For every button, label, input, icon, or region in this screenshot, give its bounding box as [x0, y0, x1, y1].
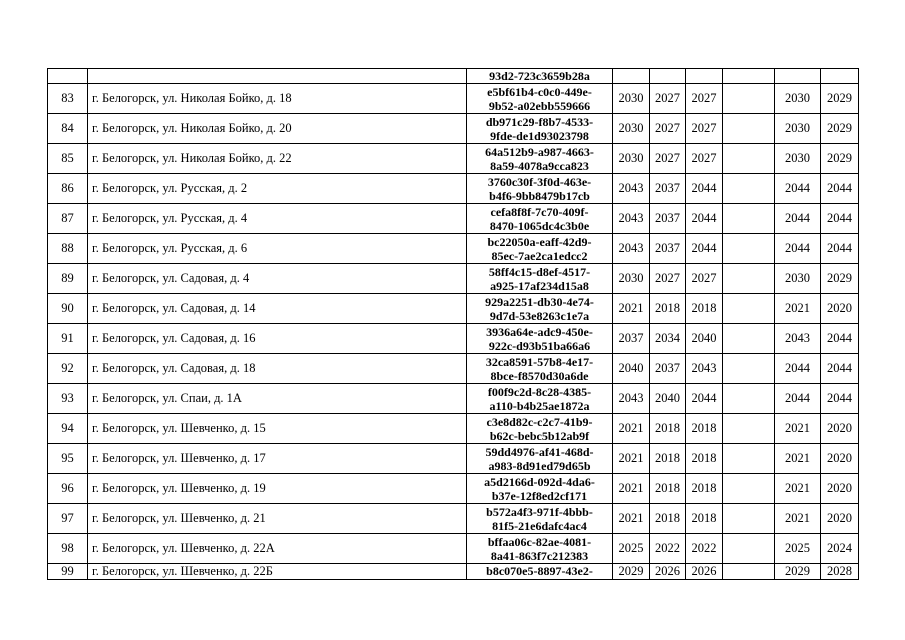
year-cell: [723, 534, 775, 564]
guid-line: c3e8d82c-c2c7-41b9-: [486, 414, 593, 429]
year-cell: 2018: [650, 504, 686, 534]
year-cell: 2028: [821, 564, 859, 580]
address-cell: г. Белогорск, ул. Садовая, д. 14: [88, 294, 467, 324]
table-row: [48, 414, 859, 444]
year-cell: 2030: [613, 84, 650, 114]
table-row: [48, 144, 859, 174]
year-cell: 2029: [821, 264, 859, 294]
guid-line: 9d7d-53e8263c1e7a: [489, 308, 590, 323]
address-cell: г. Белогорск, ул. Садовая, д. 4: [88, 264, 467, 294]
table-row: [48, 474, 859, 504]
guid-line: 9b52-a02ebb559666: [488, 98, 591, 113]
row-number-cell: 97: [48, 504, 88, 534]
table-body: [48, 69, 859, 580]
year-cell: [775, 69, 821, 84]
guid-line: bc22050a-eaff-42d9-: [487, 234, 592, 249]
address-cell: г. Белогорск, ул. Русская, д. 6: [88, 234, 467, 264]
table-row: [48, 294, 859, 324]
row-number-cell: 89: [48, 264, 88, 294]
year-cell: [723, 144, 775, 174]
housing-table: [47, 68, 859, 580]
year-cell: 2037: [650, 354, 686, 384]
year-cell: [723, 444, 775, 474]
row-number-cell: 88: [48, 234, 88, 264]
guid-line: cefa8f8f-7c70-409f-: [490, 204, 589, 219]
year-cell: 2018: [650, 474, 686, 504]
guid-line: bffaa06c-82ae-4081-: [487, 534, 592, 549]
year-cell: 2021: [775, 414, 821, 444]
year-cell: 2044: [775, 204, 821, 234]
year-cell: 2021: [775, 444, 821, 474]
year-cell: 2020: [821, 444, 859, 474]
row-number-cell: 91: [48, 324, 88, 354]
year-cell: 2018: [650, 414, 686, 444]
guid-line: db971c29-f8b7-4533-: [485, 114, 594, 129]
year-cell: [723, 174, 775, 204]
guid-cell: [467, 144, 613, 174]
guid-line: 929a2251-db30-4e74-: [485, 294, 594, 309]
row-number-cell: 84: [48, 114, 88, 144]
guid-cell: [467, 114, 613, 144]
address-cell: г. Белогорск, ул. Шевченко, д. 21: [88, 504, 467, 534]
year-cell: [723, 324, 775, 354]
year-cell: 2037: [650, 174, 686, 204]
year-cell: 2021: [775, 474, 821, 504]
year-cell: [650, 69, 686, 84]
year-cell: 2018: [686, 474, 723, 504]
year-cell: 2043: [613, 204, 650, 234]
guid-line: 64a512b9-a987-4663-: [485, 144, 594, 159]
address-cell: г. Белогорск, ул. Садовая, д. 18: [88, 354, 467, 384]
guid-line: 32ca8591-57b8-4e17-: [485, 354, 594, 369]
row-number-cell: 99: [48, 564, 88, 580]
year-cell: 2021: [775, 294, 821, 324]
table-row-continued: [48, 69, 859, 84]
guid-line: 922c-d93b51ba66a6: [488, 338, 591, 353]
year-cell: 2040: [686, 324, 723, 354]
table-row: [48, 354, 859, 384]
year-cell: 2029: [821, 114, 859, 144]
guid-line: e5bf61b4-c0c0-449e-: [487, 84, 592, 99]
guid-line: b8c070e5-8897-43e2-: [486, 564, 593, 578]
year-cell: 2044: [821, 204, 859, 234]
year-cell: 2037: [650, 234, 686, 264]
year-cell: 2037: [613, 324, 650, 354]
year-cell: 2027: [650, 114, 686, 144]
year-cell: [723, 69, 775, 84]
year-cell: 2022: [650, 534, 686, 564]
guid-line: b4f6-9bb8479b17cb: [489, 188, 590, 203]
guid-cell: [467, 534, 613, 564]
year-cell: 2030: [613, 264, 650, 294]
guid-line: 59dd4976-af41-468d-: [485, 444, 594, 459]
guid-cell: [467, 204, 613, 234]
table-row: [48, 564, 859, 580]
year-cell: 2018: [686, 444, 723, 474]
year-cell: 2030: [775, 144, 821, 174]
year-cell: 2029: [821, 84, 859, 114]
row-number-cell: 93: [48, 384, 88, 414]
year-cell: 2044: [775, 234, 821, 264]
year-cell: 2021: [613, 474, 650, 504]
row-number-cell: 90: [48, 294, 88, 324]
year-cell: [723, 504, 775, 534]
year-cell: 2044: [686, 174, 723, 204]
guid-line: b62c-bebc5b12ab9f: [489, 428, 590, 443]
year-cell: [723, 564, 775, 580]
year-cell: 2030: [613, 144, 650, 174]
guid-cell: [467, 174, 613, 204]
year-cell: [723, 234, 775, 264]
guid-line: b37e-12f8ed2cf171: [491, 488, 588, 503]
year-cell: 2029: [775, 564, 821, 580]
table-row: [48, 114, 859, 144]
guid-line: 8470-1065dc4c3b0e: [489, 218, 590, 233]
row-number-cell: 87: [48, 204, 88, 234]
guid-tail: 93d2-723c3659b28a: [489, 69, 590, 83]
year-cell: 2044: [821, 384, 859, 414]
address-cell: г. Белогорск, ул. Спаи, д. 1А: [88, 384, 467, 414]
year-cell: [686, 69, 723, 84]
address-cell: г. Белогорск, ул. Шевченко, д. 22А: [88, 534, 467, 564]
year-cell: 2030: [613, 114, 650, 144]
year-cell: 2044: [775, 174, 821, 204]
row-number-cell: 86: [48, 174, 88, 204]
guid-cell: [467, 414, 613, 444]
table-row: [48, 234, 859, 264]
guid-cell: [467, 69, 613, 84]
table-row: [48, 264, 859, 294]
guid-line: a925-17af234d15a8: [490, 278, 589, 293]
guid-cell: [467, 354, 613, 384]
year-cell: 2026: [686, 564, 723, 580]
year-cell: 2029: [821, 144, 859, 174]
year-cell: 2030: [775, 84, 821, 114]
year-cell: 2044: [686, 204, 723, 234]
table-row: [48, 534, 859, 564]
year-cell: 2044: [686, 384, 723, 414]
guid-cell: [467, 444, 613, 474]
year-cell: 2044: [821, 354, 859, 384]
table-row: [48, 174, 859, 204]
row-number-cell: 95: [48, 444, 88, 474]
year-cell: [723, 114, 775, 144]
year-cell: [723, 264, 775, 294]
address-cell: [88, 69, 467, 84]
row-number-cell: 98: [48, 534, 88, 564]
guid-cell: [467, 294, 613, 324]
row-number-cell: 83: [48, 84, 88, 114]
guid-line: 3936a64e-adc9-450e-: [486, 324, 593, 339]
year-cell: 2044: [821, 324, 859, 354]
year-cell: 2021: [613, 504, 650, 534]
table-row: [48, 504, 859, 534]
year-cell: 2044: [821, 174, 859, 204]
year-cell: 2040: [650, 384, 686, 414]
table-row: [48, 324, 859, 354]
guid-line: b572a4f3-971f-4bbb-: [486, 504, 593, 519]
year-cell: 2027: [650, 144, 686, 174]
address-cell: г. Белогорск, ул. Русская, д. 2: [88, 174, 467, 204]
guid-line: 9fde-de1d93023798: [490, 128, 589, 143]
guid-cell: [467, 474, 613, 504]
guid-cell: [467, 234, 613, 264]
year-cell: 2018: [650, 294, 686, 324]
guid-line: 8a41-863f7c212383: [490, 548, 589, 563]
year-cell: 2043: [613, 234, 650, 264]
year-cell: 2043: [613, 384, 650, 414]
guid-line: 8a59-4078a9cca823: [490, 158, 589, 173]
row-number-cell: 85: [48, 144, 88, 174]
year-cell: 2018: [686, 294, 723, 324]
guid-line: 3760c30f-3f0d-463e-: [487, 174, 592, 189]
row-number-cell: 92: [48, 354, 88, 384]
year-cell: 2026: [650, 564, 686, 580]
year-cell: 2027: [686, 114, 723, 144]
year-cell: 2021: [613, 444, 650, 474]
year-cell: 2027: [686, 144, 723, 174]
guid-line: 85ec-7ae2ca1edcc2: [491, 248, 588, 263]
table-row: [48, 384, 859, 414]
year-cell: 2037: [650, 204, 686, 234]
year-cell: 2018: [650, 444, 686, 474]
year-cell: [723, 294, 775, 324]
year-cell: 2018: [686, 504, 723, 534]
year-cell: 2020: [821, 504, 859, 534]
guid-line: f00f9c2d-8c28-4385-: [487, 384, 592, 399]
guid-cell: [467, 84, 613, 114]
year-cell: 2044: [775, 354, 821, 384]
year-cell: 2027: [686, 264, 723, 294]
year-cell: 2027: [650, 264, 686, 294]
guid-line: 8bce-f8570d30a6de: [490, 368, 589, 383]
year-cell: [613, 69, 650, 84]
year-cell: 2020: [821, 294, 859, 324]
row-number-cell: 96: [48, 474, 88, 504]
year-cell: 2025: [775, 534, 821, 564]
year-cell: [723, 204, 775, 234]
year-cell: 2021: [613, 294, 650, 324]
guid-line: 81f5-21e6dafc4ac4: [492, 518, 587, 533]
year-cell: [821, 69, 859, 84]
guid-cell: [467, 264, 613, 294]
guid-line: a110-b4b25ae1872a: [489, 398, 590, 413]
year-cell: [723, 474, 775, 504]
address-cell: г. Белогорск, ул. Шевченко, д. 19: [88, 474, 467, 504]
year-cell: 2043: [775, 324, 821, 354]
year-cell: 2034: [650, 324, 686, 354]
guid-line: a5d2166d-092d-4da6-: [484, 474, 595, 489]
year-cell: 2020: [821, 474, 859, 504]
address-cell: г. Белогорск, ул. Русская, д. 4: [88, 204, 467, 234]
row-number-cell: 94: [48, 414, 88, 444]
guid-cell: [467, 504, 613, 534]
year-cell: 2029: [613, 564, 650, 580]
guid-line: a983-8d91ed79d65b: [488, 458, 591, 473]
year-cell: [723, 414, 775, 444]
table-row: [48, 84, 859, 114]
year-cell: 2043: [613, 174, 650, 204]
year-cell: 2030: [775, 114, 821, 144]
guid-cell: [467, 564, 613, 580]
table-row: [48, 204, 859, 234]
guid-cell: [467, 384, 613, 414]
address-cell: г. Белогорск, ул. Николая Бойко, д. 18: [88, 84, 467, 114]
year-cell: 2018: [686, 414, 723, 444]
year-cell: 2030: [775, 264, 821, 294]
row-number-cell: [48, 69, 88, 84]
address-cell: г. Белогорск, ул. Шевченко, д. 17: [88, 444, 467, 474]
table-row: [48, 444, 859, 474]
year-cell: 2044: [686, 234, 723, 264]
year-cell: 2027: [650, 84, 686, 114]
address-cell: г. Белогорск, ул. Шевченко, д. 15: [88, 414, 467, 444]
year-cell: 2044: [821, 234, 859, 264]
year-cell: 2027: [686, 84, 723, 114]
year-cell: 2040: [613, 354, 650, 384]
year-cell: 2021: [775, 504, 821, 534]
guid-cell: [467, 324, 613, 354]
year-cell: [723, 354, 775, 384]
year-cell: 2024: [821, 534, 859, 564]
year-cell: [723, 84, 775, 114]
address-cell: г. Белогорск, ул. Николая Бойко, д. 20: [88, 114, 467, 144]
year-cell: 2025: [613, 534, 650, 564]
year-cell: 2044: [775, 384, 821, 414]
year-cell: [723, 384, 775, 414]
guid-line: 58ff4c15-d8ef-4517-: [488, 264, 591, 279]
year-cell: 2020: [821, 414, 859, 444]
address-cell: г. Белогорск, ул. Николая Бойко, д. 22: [88, 144, 467, 174]
address-cell: г. Белогорск, ул. Шевченко, д. 22Б: [88, 564, 467, 580]
address-cell: г. Белогорск, ул. Садовая, д. 16: [88, 324, 467, 354]
year-cell: 2022: [686, 534, 723, 564]
year-cell: 2021: [613, 414, 650, 444]
year-cell: 2043: [686, 354, 723, 384]
